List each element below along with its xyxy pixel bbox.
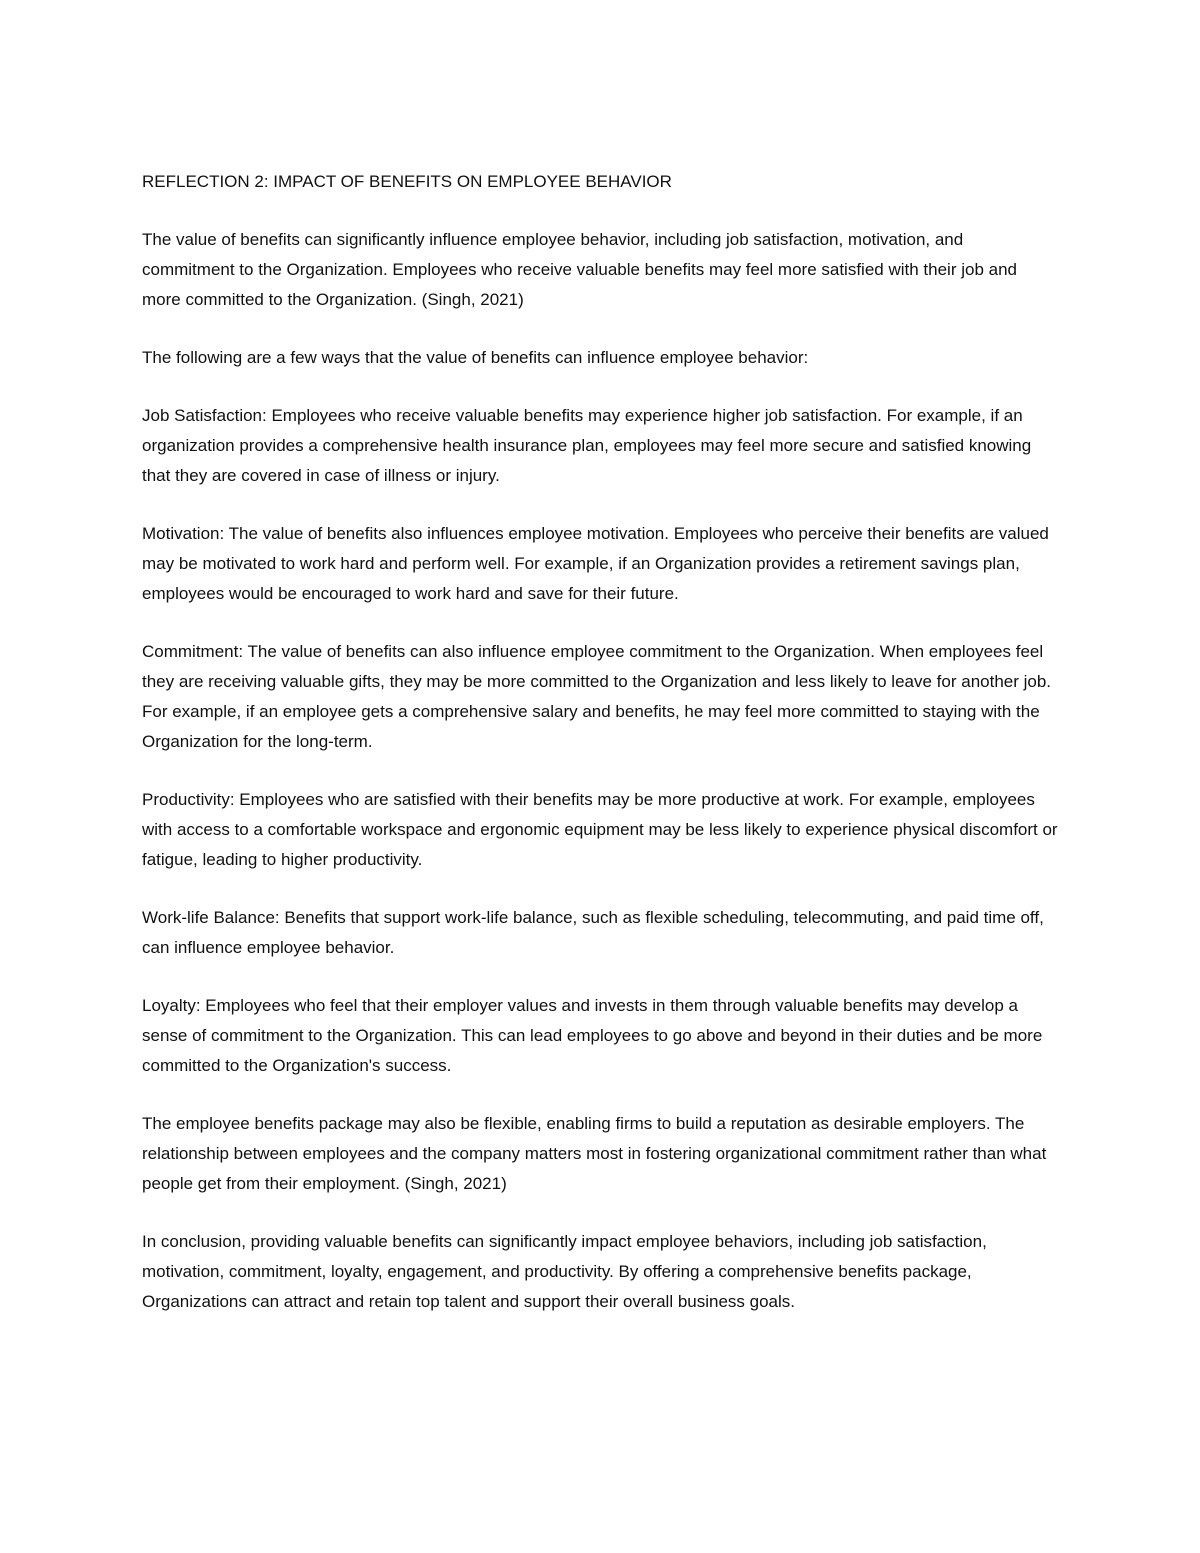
paragraph-ways-lead-in: The following are a few ways that the value of benefits can influence employee behavior: bbox=[142, 348, 809, 367]
paragraph-work-life-balance: Work-life Balance: Benefits that support work-life balance, such as flexible scheduling, telecommuting, and paid time off, can influence employee behavior. bbox=[142, 908, 1044, 957]
paragraph-intro: The value of benefits can significantly influence employee behavior, including job satisfaction, motivation, and commitment to the Organization. Employees who receive valuable benefits may feel more satisfied with their job and more committed to the Organization. (Singh, 2021) bbox=[142, 230, 1017, 309]
paragraph-conclusion: In conclusion, providing valuable benefits can significantly impact employee behaviors, including job satisfaction, motivation, commitment, loyalty, engagement, and productivity. By offering a comprehensive benefits package, Organizations can attract and retain top talent and support their overall business goals. bbox=[142, 1232, 987, 1311]
paragraph-commitment: Commitment: The value of benefits can also influence employee commitment to the Organization. When employees feel they are receiving valuable gifts, they may be more committed to the Organization and less likely to leave for another job. For example, if an employee gets a comprehensive salary and benefits, he may feel more committed to staying with the Organization for the long-term. bbox=[142, 642, 1052, 751]
paragraph-flexible-package: The employee benefits package may also be flexible, enabling firms to build a reputation as desirable employers. The relationship between employees and the company matters most in fostering organizational commitment rather than what people get from their employment. (Singh, 2021) bbox=[142, 1114, 1047, 1193]
document-title: REFLECTION 2: IMPACT OF BENEFITS ON EMPLOYEE BEHAVIOR bbox=[142, 172, 672, 191]
paragraph-motivation: Motivation: The value of benefits also influences employee motivation. Employees who perceive their benefits are valued may be motivated to work hard and perform well. For example, if an Organization provides a retirement savings plan, employees would be encouraged to work hard and save for their future. bbox=[142, 524, 1049, 603]
paragraph-job-satisfaction: Job Satisfaction: Employees who receive valuable benefits may experience higher job satisfaction. For example, if an organization provides a comprehensive health insurance plan, employees may feel more secure and satisfied knowing that they are covered in case of illness or injury. bbox=[142, 406, 1032, 485]
document-body bbox=[142, 167, 1060, 1345]
paragraph-loyalty: Loyalty: Employees who feel that their employer values and invests in them through valuable benefits may develop a sense of commitment to the Organization. This can lead employees to go above and beyond in their duties and be more committed to the Organization's success. bbox=[142, 996, 1043, 1075]
paragraph-productivity: Productivity: Employees who are satisfied with their benefits may be more productive at work. For example, employees with access to a comfortable workspace and ergonomic equipment may be less likely to experience physical discomfort or fatigue, leading to higher productivity. bbox=[142, 790, 1058, 869]
